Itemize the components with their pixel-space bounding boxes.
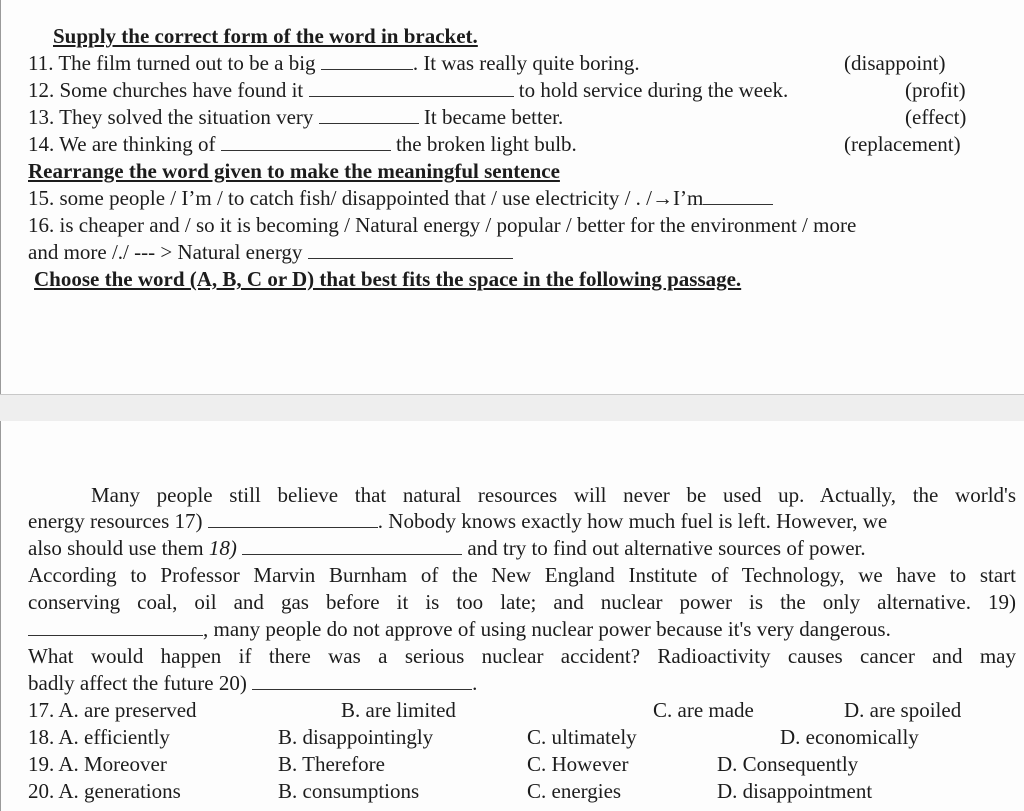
worksheet-top-page	[0, 0, 1024, 394]
q17-option-b[interactable]: B. are limited	[341, 698, 456, 722]
q17-option-c[interactable]: C. are made	[653, 698, 754, 722]
passage-line-2: energy resources 17) . Nobody knows exactly how much fuel is left. However, we	[28, 509, 888, 533]
q19-option-c[interactable]: C. However	[527, 752, 629, 776]
answer-blank-11[interactable]	[321, 51, 413, 70]
q20-option-d[interactable]: D. disappointment	[717, 779, 873, 803]
q18-option-c[interactable]: C. ultimately	[527, 725, 637, 749]
gap-18[interactable]	[242, 536, 462, 555]
question-14: 14. We are thinking of the broken light bulb.	[28, 132, 577, 156]
answer-blank-15[interactable]	[703, 186, 773, 205]
passage-line-4: According to Professor Marvin Burnham of the New England Institute of Technology, we have to start	[28, 563, 1016, 587]
gap-19[interactable]	[28, 617, 203, 636]
q17-option-a[interactable]: 17. A. are preserved	[28, 698, 197, 722]
hint-14: (replacement)	[844, 132, 961, 156]
q18-option-d[interactable]: D. economically	[780, 725, 919, 749]
hint-12: (profit)	[905, 78, 966, 102]
question-11: 11. The film turned out to be a big . It was really quite boring.	[28, 51, 640, 75]
q17-option-d[interactable]: D. are spoiled	[844, 698, 962, 722]
q19-option-d[interactable]: D. Consequently	[717, 752, 859, 776]
passage-line-7: What would happen if there was a serious nuclear accident? Radioactivity causes cancer and may	[28, 644, 1016, 668]
q19-option-b[interactable]: B. Therefore	[278, 752, 385, 776]
answer-blank-12[interactable]	[309, 78, 514, 97]
hint-13: (effect)	[905, 105, 967, 129]
passage-line-5: conserving coal, oil and gas before it is too late; and nuclear power is the only alternative. 19)	[28, 590, 1016, 614]
question-13: 13. They solved the situation very It became better.	[28, 105, 564, 129]
passage-line-1: Many people still believe that natural resources will never be used up. Actually, the world's	[91, 483, 1016, 507]
gap-20[interactable]	[252, 671, 472, 690]
section2-heading: Rearrange the word given to make the meaningful sentence	[28, 159, 560, 183]
q20-option-b[interactable]: B. consumptions	[278, 779, 420, 803]
q20-option-a[interactable]: 20. A. generations	[28, 779, 181, 803]
q18-option-a[interactable]: 18. A. efficiently	[28, 725, 170, 749]
answer-blank-16[interactable]	[308, 240, 513, 259]
q18-option-b[interactable]: B. disappointingly	[278, 725, 434, 749]
section3-heading: Choose the word (A, B, C or D) that best fits the space in the following passage.	[34, 267, 742, 291]
hint-11: (disappoint)	[844, 51, 946, 75]
worksheet-bottom-page	[0, 421, 1024, 811]
answer-blank-13[interactable]	[319, 105, 419, 124]
q20-option-c[interactable]: C. energies	[527, 779, 622, 803]
gap-17[interactable]	[208, 509, 378, 528]
question-16-line1: 16. is cheaper and / so it is becoming / Natural energy / popular / better for the environment / more	[28, 213, 857, 237]
question-15: 15. some people / I’m / to catch fish/ disappointed that / use electricity / . /→I’m	[28, 186, 773, 210]
question-16-line2: and more /./ --- > Natural energy	[28, 240, 513, 264]
page-separator	[0, 394, 1024, 422]
passage-line-3: also should use them 18) and try to find out alternative sources of power.	[28, 536, 866, 560]
passage-line-8: badly affect the future 20) .	[28, 671, 478, 695]
passage-line-6: , many people do not approve of using nuclear power because it's very dangerous.	[28, 617, 891, 641]
q19-option-a[interactable]: 19. A. Moreover	[28, 752, 167, 776]
question-12: 12. Some churches have found it to hold service during the week.	[28, 78, 789, 102]
answer-blank-14[interactable]	[221, 132, 391, 151]
section1-heading: Supply the correct form of the word in bracket.	[53, 24, 478, 48]
